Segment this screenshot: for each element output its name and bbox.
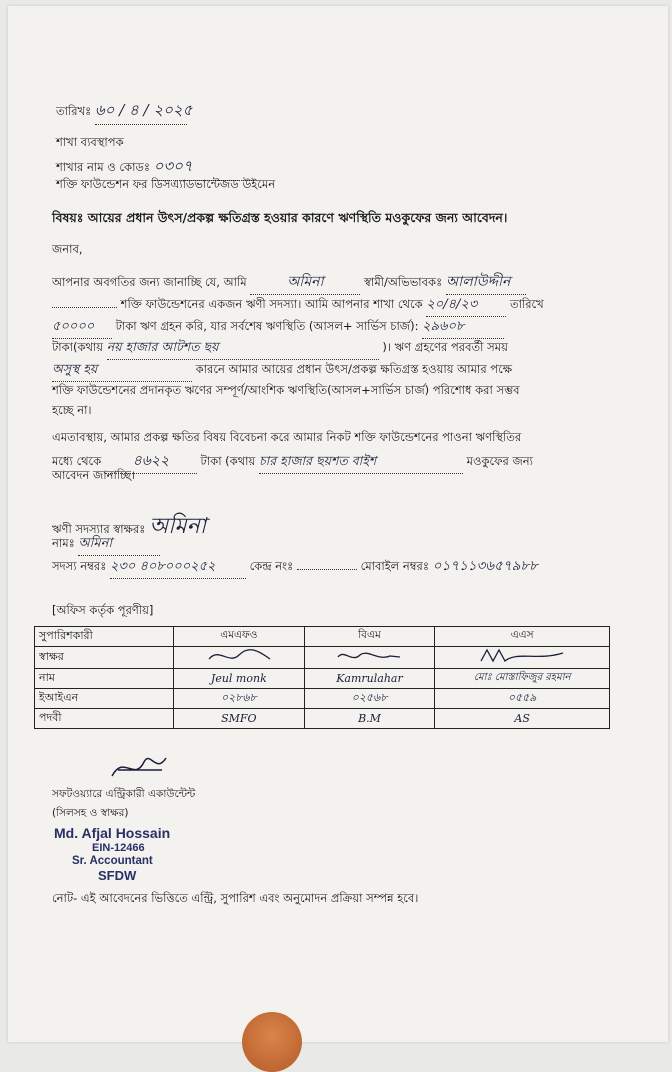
p2-line3: আবেদন জানাচ্ছি। (52, 468, 136, 482)
p1-text-e: টাকা ঋণ গ্রহন করি, যার সর্বশেষ ঋণস্থিতি (আসল+ সার্ভিস চার্জ): (115, 319, 419, 333)
center-number (297, 569, 357, 570)
p1-balance-words: নয় হাজার আটশত ছয় (107, 339, 379, 360)
date-value: ৬০ / ৪ / ২০২৫ (95, 99, 187, 125)
member-name-label: নামঃ (52, 536, 75, 550)
p1-member-name: অমিনা (250, 270, 360, 295)
p1-line2 (52, 295, 544, 317)
bm-signature (304, 647, 435, 669)
branch-label: শাখার নাম ও কোডঃ (56, 160, 151, 174)
p1-line1 (52, 270, 526, 295)
branch-code: ০৩০৭ (154, 155, 254, 181)
application-form (8, 6, 668, 1042)
member-signature: অমিনা (149, 514, 207, 539)
accountant-name: Md. Afjal Hossain (54, 825, 171, 841)
member-id-row (52, 555, 538, 579)
p2-text-a: মধ্যে থেকে (52, 454, 102, 468)
p1-text-b: স্বামী/অভিভাবকঃ (364, 275, 443, 289)
coin-object (242, 1012, 302, 1072)
as-name: মোঃ মোস্তাফিজুর রহমান (435, 669, 610, 689)
p1-text-c: শক্তি ফাউন্ডেশনের একজন ঋণী সদস্যা। আমি আপনার শাখা থেকে (120, 297, 423, 311)
manager-line: শাখা ব্যবস্থাপক (56, 135, 124, 149)
table-row (35, 689, 610, 709)
p1-text-g: )। ঋণ গ্রহণের পরবর্তী সময় (382, 340, 508, 354)
table-header-row (35, 627, 610, 647)
org-line: শক্তি ফাউন্ডেশন ফর ডিসএ্যাডভান্টেজড উইমেন (56, 177, 276, 191)
accountant-ein: EIN-12466 (92, 842, 145, 854)
table-row (35, 709, 610, 729)
center-label: কেন্দ্র নংঃ (249, 559, 294, 573)
note: নোট- এই আবেদনের ভিত্তিতে এন্ট্রি, সুপারিশ এবং অনুমোদন প্রক্রিয়া সম্পন্ন হবে। (52, 891, 419, 905)
as-signature-scribble (477, 647, 567, 665)
p2-line1: এমতাবস্থায়, আমার প্রকল্প ক্ষতির বিষয় বিবেচনা করে আমার নিকট শক্তি ফাউন্ডেশনের পাওনা ঋণস্থিতির (52, 430, 522, 444)
date-label: তারিখঃ (56, 104, 92, 118)
p1-guardian: আলাউদ্দীন (446, 270, 526, 295)
p1-line6: শক্তি ফাউন্ডেশনের প্রদানকৃত ঋণের সম্পূর্ণ/আংশিক ঋণস্থিতি(আসল+সার্ভিস চার্জ) পরিশোধ করা সম্ভব (52, 383, 520, 397)
bm-name: Kamrulahar (304, 669, 435, 689)
p1-loan-date: ২০/৪/২৩ (426, 295, 506, 317)
p2-waiver-words: চার হাজার ছয়শত বাইশ (259, 453, 463, 474)
p1-balance: ২৯৬০৮ (422, 317, 504, 339)
row-label-signature: স্বাক্ষর (35, 647, 174, 669)
p1-text-a: আপনার অবগতির জন্য জানাচ্ছি যে, আমি (52, 275, 247, 289)
mfo-signature (174, 647, 305, 669)
accountant-role: সফটওয়্যারে এন্ট্রিকারী একাউন্টেন্ট (52, 788, 196, 800)
subject: বিষয়ঃ আয়ের প্রধান উৎস/প্রকল্প ক্ষতিগ্রস্ত হওয়ার কারণে ঋণস্থিতি মওকুফের জন্য আবেদন। (52, 210, 508, 225)
p1-line7: হচ্ছে না। (52, 403, 92, 417)
header-bm: বিএম (304, 627, 435, 647)
bm-designation: B.M (304, 709, 435, 729)
office-label: [অফিস কর্তৃক পূরণীয়] (52, 603, 154, 617)
p1-text-f: টাকা(কথায় (52, 340, 104, 354)
as-designation: AS (435, 709, 610, 729)
member-name-row (52, 534, 160, 556)
p2-text-c: মওকুফের জন্য (466, 454, 533, 468)
row-label-name: নাম (35, 669, 174, 689)
as-ein: ০৫৫৯ (435, 689, 610, 709)
p1-text-h: কারনে আমার আয়ের প্রধান উৎস/প্রকল্প ক্ষতিগ্রস্ত হওয়ায় আমার পক্ষে (195, 362, 513, 376)
as-signature (435, 647, 610, 669)
member-id-label: সদস্য নম্বরঃ (52, 559, 107, 573)
mfo-designation: SMFO (174, 709, 305, 729)
p1-line5 (52, 361, 512, 382)
mfo-ein: ০২৮৬৮ (174, 689, 305, 709)
accountant-seal: (সিলসহ ও স্বাক্ষর) (52, 807, 129, 819)
bm-signature-scribble (334, 647, 404, 665)
p1-line3 (52, 317, 504, 339)
mfo-name: Jeul monk (174, 669, 305, 689)
row-label-ein: ইআইএন (35, 689, 174, 709)
member-sig-label: ঋণী সদস্যার স্বাক্ষরঃ (52, 522, 146, 536)
p1-line4 (52, 339, 508, 360)
table-row (35, 647, 610, 669)
p1-text-d: তারিখে (509, 297, 544, 311)
header-as: এএস (435, 627, 610, 647)
p1-reason: অসুস্থ হয় (52, 361, 192, 382)
header-recommender: সুপারিশকারী (35, 627, 174, 647)
accountant-signature (104, 744, 174, 784)
date-row (56, 99, 193, 125)
bm-ein: ০২৫৬৮ (304, 689, 435, 709)
member-id: ২৩০ ৪০৮০০০২৫২ (110, 557, 246, 579)
accountant-title: Sr. Accountant (72, 855, 153, 867)
p2-text-b: টাকা (কথায় (200, 454, 256, 468)
table-row (35, 669, 610, 689)
salutation: জনাব, (52, 242, 83, 256)
accountant-org: SFDW (98, 868, 137, 883)
header-mfo: এমএফও (174, 627, 305, 647)
row-label-designation: পদবী (35, 709, 174, 729)
p1-loan-amount: ৫০০০০ (52, 317, 112, 339)
mfo-signature-scribble (204, 647, 274, 665)
p2-waiver-amount: ৪৬২২ (105, 449, 197, 474)
mobile-number: ০১৭১১৩৬৫৭৯৮৮ (432, 558, 538, 574)
member-name: অমিনা (78, 534, 160, 556)
mobile-label: মোবাইল নম্বরঃ (360, 559, 430, 573)
office-table (34, 626, 610, 729)
